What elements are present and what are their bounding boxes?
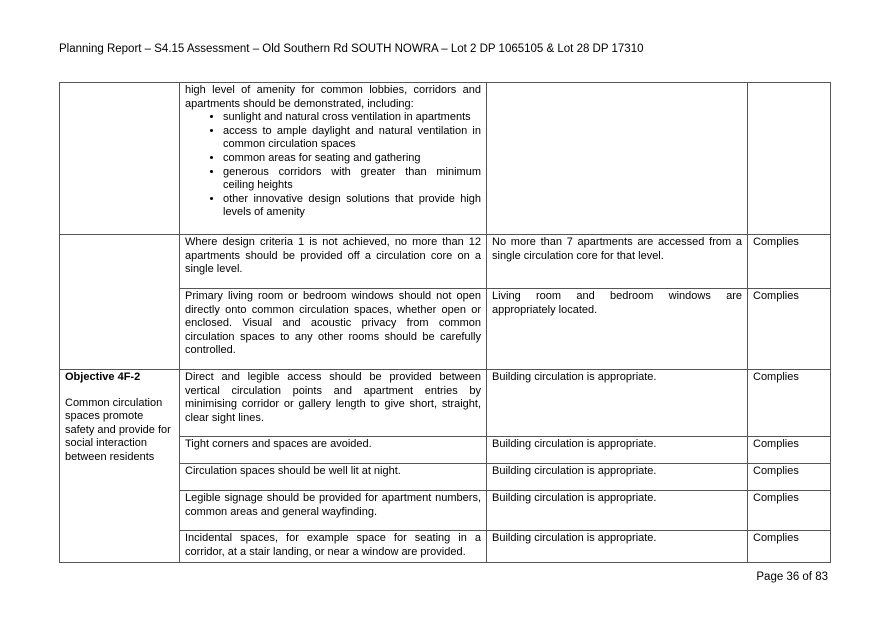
objective-title: Objective 4F-2	[65, 371, 141, 383]
status-cell	[748, 83, 831, 235]
criteria-bullet-list	[185, 111, 481, 220]
list-item: • generous corridors with greater than minimum ceiling heights	[223, 166, 481, 193]
criteria-cell: Primary living room or bedroom windows should not open directly onto common circulation spaces, whether open or enclosed. Visual and acoustic privacy from common circulation spaces to any other rooms should be carefully controlled.	[180, 289, 487, 370]
objective-cell	[60, 370, 180, 563]
status-cell: Complies	[748, 370, 831, 437]
status-cell: Complies	[748, 531, 831, 563]
criteria-intro: high level of amenity for common lobbies, corridors and apartments should be demonstrated, including:	[185, 84, 481, 110]
criteria-cell	[180, 83, 487, 235]
list-item: • access to ample daylight and natural ventilation in common circulation spaces	[223, 125, 481, 152]
status-cell: Complies	[748, 437, 831, 464]
assessment-table	[59, 82, 831, 563]
objective-description: Common circulation spaces promote safety and provide for social interaction between residents	[65, 396, 171, 463]
list-item: • common areas for seating and gathering	[223, 152, 481, 166]
status-cell: Complies	[748, 235, 831, 289]
comment-cell: Building circulation is appropriate.	[487, 464, 748, 491]
table-row	[60, 235, 831, 289]
criteria-cell: Where design criteria 1 is not achieved, no more than 12 apartments should be provided off a circulation core on a single level.	[180, 235, 487, 289]
status-cell: Complies	[748, 464, 831, 491]
criteria-cell: Direct and legible access should be provided between vertical circulation points and apartment entries by minimising corridor or gallery length to give short, straight, clear sight lines.	[180, 370, 487, 437]
list-item: • sunlight and natural cross ventilation in apartments	[223, 111, 481, 125]
page-header: Planning Report – S4.15 Assessment – Old Southern Rd SOUTH NOWRA – Lot 2 DP 1065105 & Lot 28 DP 17310	[59, 43, 644, 55]
comment-cell: Building circulation is appropriate.	[487, 370, 748, 437]
objective-cell	[60, 235, 180, 370]
comment-cell: Building circulation is appropriate.	[487, 531, 748, 563]
objective-cell	[60, 83, 180, 235]
comment-cell: No more than 7 apartments are accessed from a single circulation core for that level.	[487, 235, 748, 289]
list-item: • other innovative design solutions that provide high levels of amenity	[223, 193, 481, 220]
comment-cell: Building circulation is appropriate.	[487, 491, 748, 531]
criteria-cell: Legible signage should be provided for apartment numbers, common areas and general wayfinding.	[180, 491, 487, 531]
table-row	[60, 370, 831, 437]
comment-cell	[487, 83, 748, 235]
status-cell: Complies	[748, 289, 831, 370]
page-number: Page 36 of 83	[756, 571, 828, 583]
comment-cell: Building circulation is appropriate.	[487, 437, 748, 464]
comment-cell: Living room and bedroom windows are appropriately located.	[487, 289, 748, 370]
table-row	[60, 83, 831, 235]
criteria-cell: Tight corners and spaces are avoided.	[180, 437, 487, 464]
criteria-cell: Circulation spaces should be well lit at night.	[180, 464, 487, 491]
criteria-cell: Incidental spaces, for example space for seating in a corridor, at a stair landing, or near a window are provided.	[180, 531, 487, 563]
status-cell: Complies	[748, 491, 831, 531]
